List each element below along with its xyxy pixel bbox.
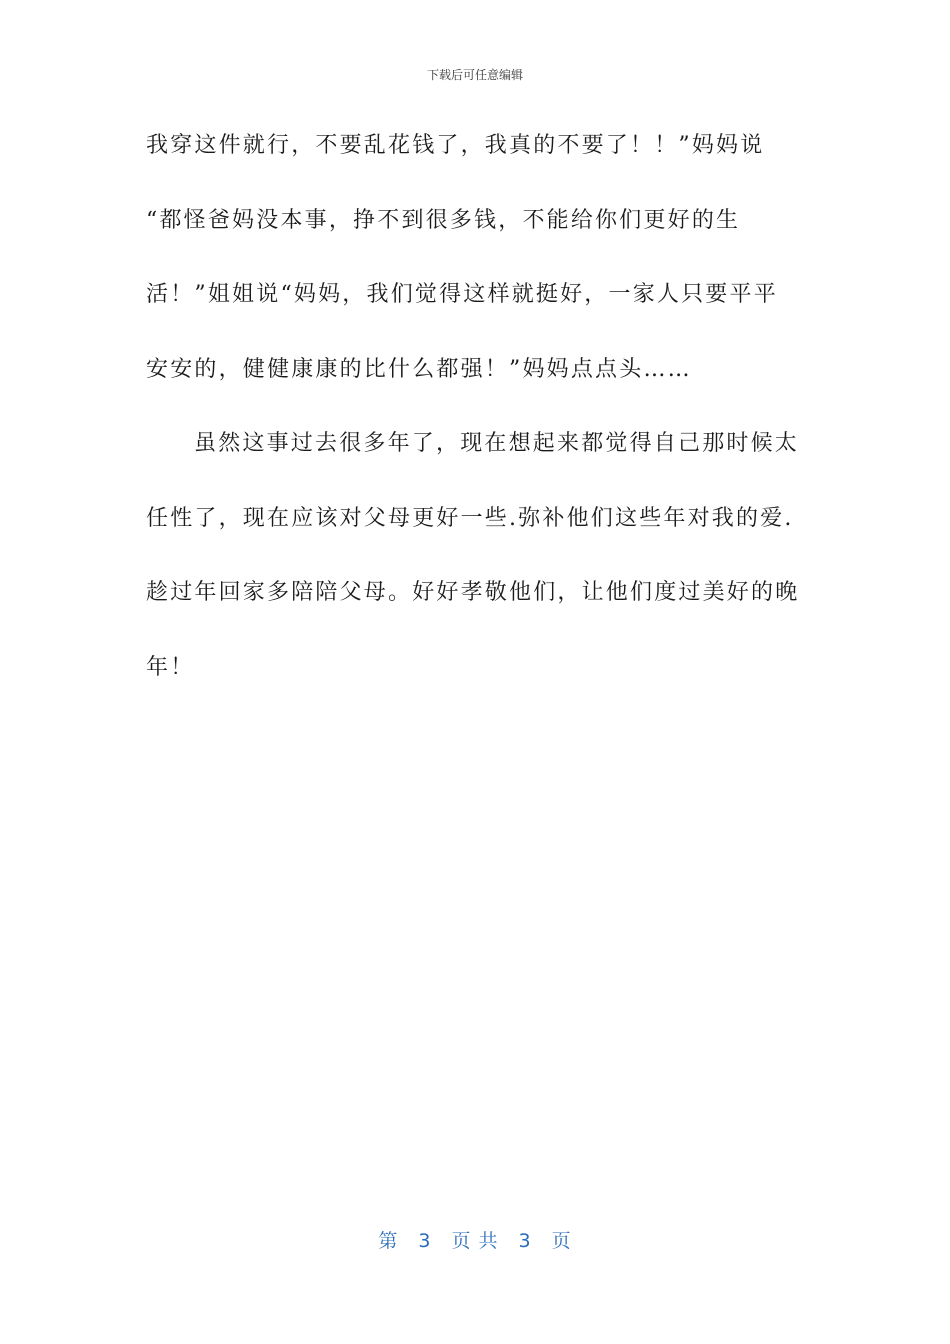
paragraph-first-line: 虽然这事过去很多年了，现在想起来都觉得自己那时候太 [194, 431, 800, 456]
footer-prefix: 第 [378, 1230, 399, 1252]
footer-suffix: 页 [551, 1230, 572, 1252]
text-line: 活！”姐姐说“妈妈，我们觉得这样就挺好，一家人只要平平 [146, 282, 778, 307]
text-line: 安安的，健健康康的比什么都强！”妈妈点点头…… [146, 356, 692, 382]
text-line: 我穿这件就行，不要乱花钱了，我真的不要了！！”妈妈说 [146, 133, 765, 158]
footer-middle: 页 共 [451, 1230, 499, 1252]
text-line: 趁过年回家多陪陪父母。好好孝敬他们，让他们度过美好的晚 [146, 580, 800, 605]
footer-current-page: 3 [418, 1230, 432, 1252]
footer-total-pages: 3 [518, 1230, 532, 1252]
page-header: 下载后可任意编辑 [426, 68, 523, 82]
text-line: 任性了，现在应该对父母更好一些.弥补他们这些年对我的爱. [146, 505, 794, 531]
document-body [146, 128, 806, 724]
text-line: 年！ [146, 654, 195, 680]
text-line: “都怪爸妈没本事，挣不到很多钱，不能给你们更好的生 [146, 207, 741, 233]
page-footer [0, 1226, 950, 1253]
